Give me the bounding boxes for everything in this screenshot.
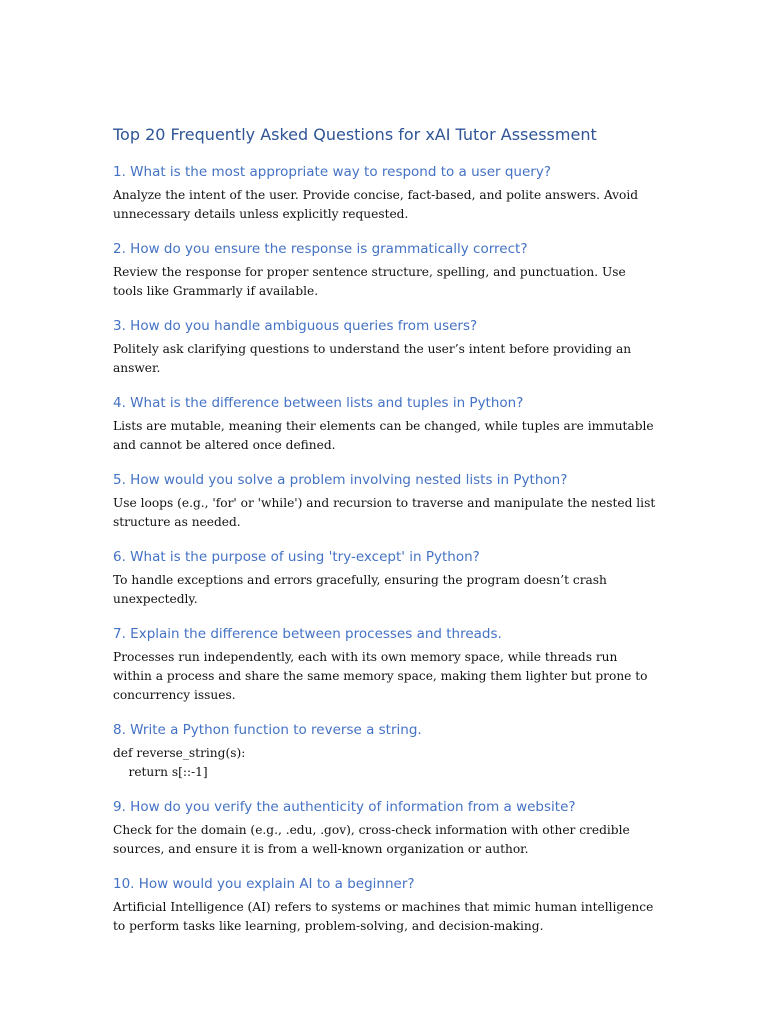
qa-item-5 (113, 471, 658, 532)
question-heading: 1. What is the most appropriate way to respond to a user query? (113, 164, 551, 180)
qa-item-3 (113, 317, 658, 378)
document-title: Top 20 Frequently Asked Questions for xAI Tutor Assessment (113, 125, 597, 144)
answer-text: Lists are mutable, meaning their elements can be changed, while tuples are immutable and cannot be altered once defined. (113, 419, 654, 452)
question-heading: 7. Explain the difference between processes and threads. (113, 626, 502, 642)
qa-item-10 (113, 875, 658, 936)
question-heading: 2. How do you ensure the response is grammatically correct? (113, 241, 528, 257)
question-heading: 6. What is the purpose of using 'try-except' in Python? (113, 549, 480, 565)
question-heading: 5. How would you solve a problem involving nested lists in Python? (113, 472, 568, 488)
answer-text: Use loops (e.g., 'for' or 'while') and recursion to traverse and manipulate the nested list structure as needed. (113, 496, 656, 529)
answer-text: To handle exceptions and errors gracefully, ensuring the program doesn’t crash unexpectedly. (113, 573, 607, 606)
qa-item-1 (113, 163, 658, 224)
code-snippet (113, 744, 658, 782)
qa-item-8 (113, 721, 658, 782)
answer-text: Processes run independently, each with its own memory space, while threads run within a process and share the same memory space, making them lighter but prone to concurrency issues. (113, 650, 648, 702)
answer-text: Artificial Intelligence (AI) refers to systems or machines that mimic human intelligence to perform tasks like learning, problem-solving, and decision-making. (113, 900, 654, 933)
question-heading: 9. How do you verify the authenticity of information from a website? (113, 799, 576, 815)
answer-text: Analyze the intent of the user. Provide concise, fact-based, and polite answers. Avoid unnecessary details unless explicitly requested. (113, 188, 639, 221)
question-heading: 8. Write a Python function to reverse a string. (113, 722, 422, 738)
qa-item-2 (113, 240, 658, 301)
qa-item-4 (113, 394, 658, 455)
code-line: def reverse_string(s): (113, 746, 246, 760)
question-heading: 3. How do you handle ambiguous queries from users? (113, 318, 478, 334)
answer-text: Check for the domain (e.g., .edu, .gov), cross-check information with other credible sources, and ensure it is from a well-known organization or author. (113, 823, 630, 856)
answer-text: Politely ask clarifying questions to understand the user’s intent before providing an answer. (113, 342, 632, 375)
answer-text: Review the response for proper sentence structure, spelling, and punctuation. Use tools like Grammarly if available. (113, 265, 626, 298)
code-line: return s[::-1] (113, 765, 208, 779)
document-page (113, 124, 658, 952)
question-heading: 4. What is the difference between lists and tuples in Python? (113, 395, 524, 411)
qa-item-9 (113, 798, 658, 859)
question-heading: 10. How would you explain AI to a beginner? (113, 876, 415, 892)
qa-item-7 (113, 625, 658, 705)
qa-item-6 (113, 548, 658, 609)
